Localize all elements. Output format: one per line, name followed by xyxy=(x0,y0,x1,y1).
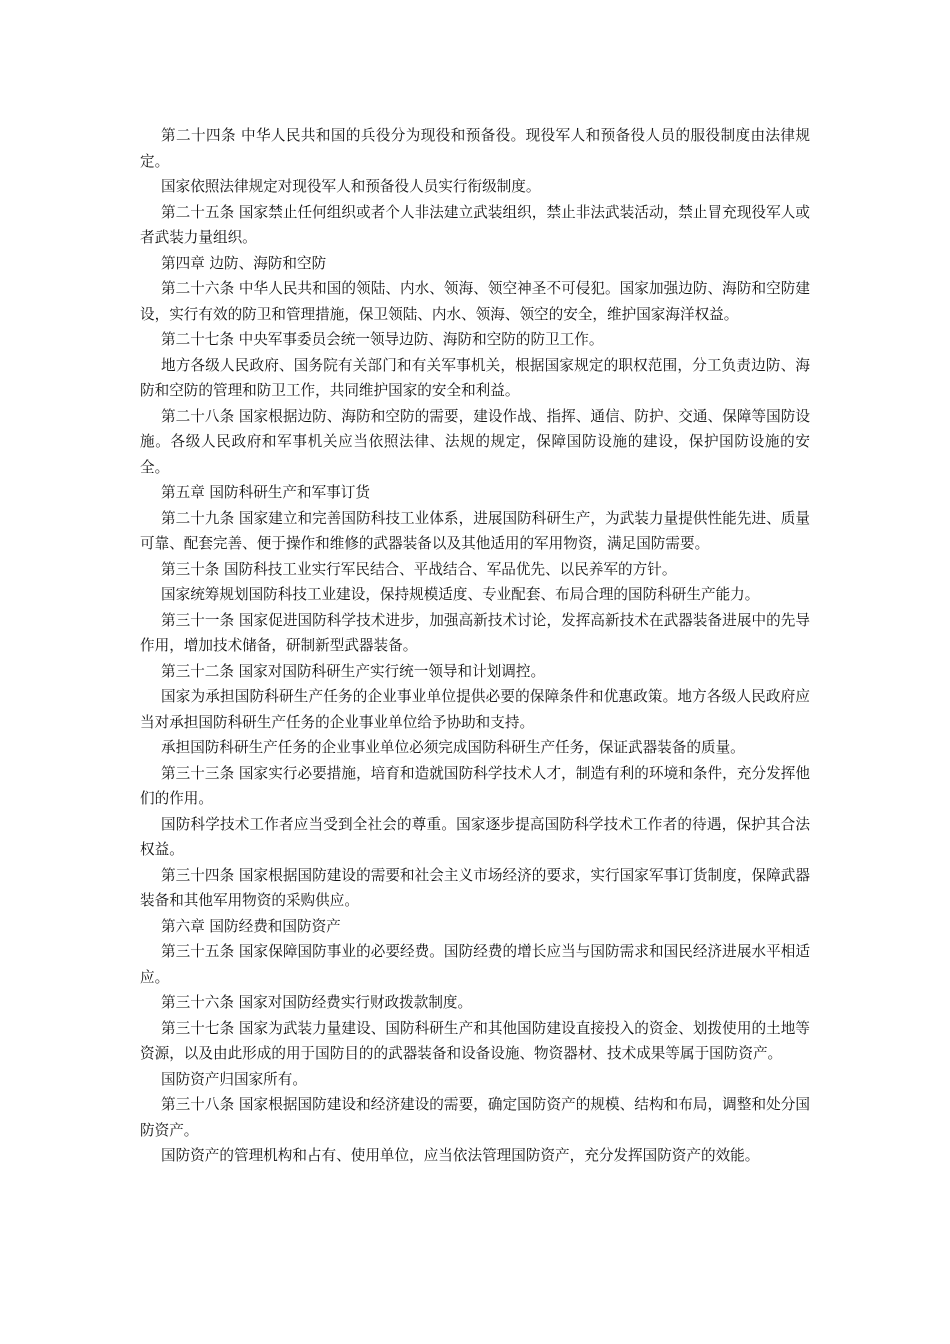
document-page xyxy=(140,123,810,1169)
paragraph-article-29: 第二十九条 国家建立和完善国防科技工业体系，进展国防科研生产，为武装力量提供性能先进、质量可靠、配套完善、便于操作和维修的武器装备以及其他适用的军用物资，满足国防需要。 xyxy=(140,509,810,552)
paragraph-scientist-respect: 国防科学技术工作者应当受到全社会的尊重。国家逐步提高国防科学技术工作者的待遇，保护其合法权益。 xyxy=(140,815,810,858)
paragraph-article-30: 第三十条 国防科技工业实行军民结合、平战结合、军品优先、以民养军的方针。 xyxy=(161,560,677,578)
paragraph-article-24: 第二十四条 中华人民共和国的兵役分为现役和预备役。现役军人和预备役人员的服役制度由法律规定。 xyxy=(140,127,810,170)
paragraph-asset-management: 国防资产的管理机构和占有、使用单位，应当依法管理国防资产，充分发挥国防资产的效能。 xyxy=(161,1147,760,1164)
paragraph-rank-system: 国家依照法律规定对现役军人和预备役人员实行衔级制度。 xyxy=(161,178,541,195)
paragraph-article-26: 第二十六条 中华人民共和国的领陆、内水、领海、领空神圣不可侵犯。国家加强边防、海防和空防建设，实行有效的防卫和管理措施，保卫领陆、内水、领海、领空的安全，维护国家海洋权益。 xyxy=(140,280,810,323)
paragraph-quality-assurance: 承担国防科研生产任务的企业事业单位必须完成国防科研生产任务，保证武器装备的质量。 xyxy=(161,739,745,756)
chapter-heading-4: 第四章 边防、海防和空防 xyxy=(161,254,327,272)
chapter-heading-6: 第六章 国防经费和国防资产 xyxy=(161,917,341,935)
paragraph-article-37: 第三十七条 国家为武装力量建设、国防科研生产和其他国防建设直接投入的资金、划拨使用的土地等资源，以及由此形成的用于国防目的的武器装备和设备设施、物资器材、技术成果等属于国防资产。 xyxy=(140,1019,810,1062)
paragraph-article-33: 第三十三条 国家实行必要措施，培育和造就国防科学技术人才，制造有利的环境和条件，充分发挥他们的作用。 xyxy=(140,764,810,807)
paragraph-article-32: 第三十二条 国家对国防科研生产实行统一领导和计划调控。 xyxy=(161,662,546,680)
paragraph-article-31: 第三十一条 国家促进国防科学技术进步，加强高新技术讨论，发挥高新技术在武器装备进展中的先导作用，增加技术储备，研制新型武器装备。 xyxy=(140,611,810,654)
paragraph-article-27: 第二十七条 中央军事委员会统一领导边防、海防和空防的防卫工作。 xyxy=(161,331,604,348)
paragraph-article-35: 第三十五条 国家保障国防事业的必要经费。国防经费的增长应当与国防需求和国民经济进展水平相适应。 xyxy=(140,943,810,986)
paragraph-article-28: 第二十八条 国家根据边防、海防和空防的需要，建设作战、指挥、通信、防护、交通、保障等国防设施。各级人民政府和军事机关应当依照法律、法规的规定，保障国防设施的建设，保护国防设施的安全。 xyxy=(140,407,810,476)
paragraph-article-36: 第三十六条 国家对国防经费实行财政拨款制度。 xyxy=(161,994,473,1011)
paragraph-support-policies: 国家为承担国防科研生产任务的企业事业单位提供必要的保障条件和优惠政策。地方各级人民政府应当对承担国防科研生产任务的企业事业单位给予协助和支持。 xyxy=(140,688,810,731)
paragraph-industry-planning: 国家统筹规划国防科技工业建设，保持规模适度、专业配套、布局合理的国防科研生产能力。 xyxy=(161,586,760,603)
paragraph-local-government-duties: 地方各级人民政府、国务院有关部门和有关军事机关，根据国家规定的职权范围，分工负责边防、海防和空防的管理和防卫工作，共同维护国家的安全和利益。 xyxy=(140,356,810,399)
paragraph-article-38: 第三十八条 国家根据国防建设和经济建设的需要，确定国防资产的规模、结构和布局，调整和处分国防资产。 xyxy=(140,1096,810,1139)
paragraph-state-ownership: 国防资产归国家所有。 xyxy=(161,1070,307,1088)
chapter-heading-5: 第五章 国防科研生产和军事订货 xyxy=(161,484,370,501)
paragraph-article-25: 第二十五条 国家禁止任何组织或者个人非法建立武装组织，禁止非法武装活动，禁止冒充现役军人或者武装力量组织。 xyxy=(140,203,810,246)
paragraph-article-34: 第三十四条 国家根据国防建设的需要和社会主义市场经济的要求，实行国家军事订货制度，保障武器装备和其他军用物资的采购供应。 xyxy=(140,866,810,909)
